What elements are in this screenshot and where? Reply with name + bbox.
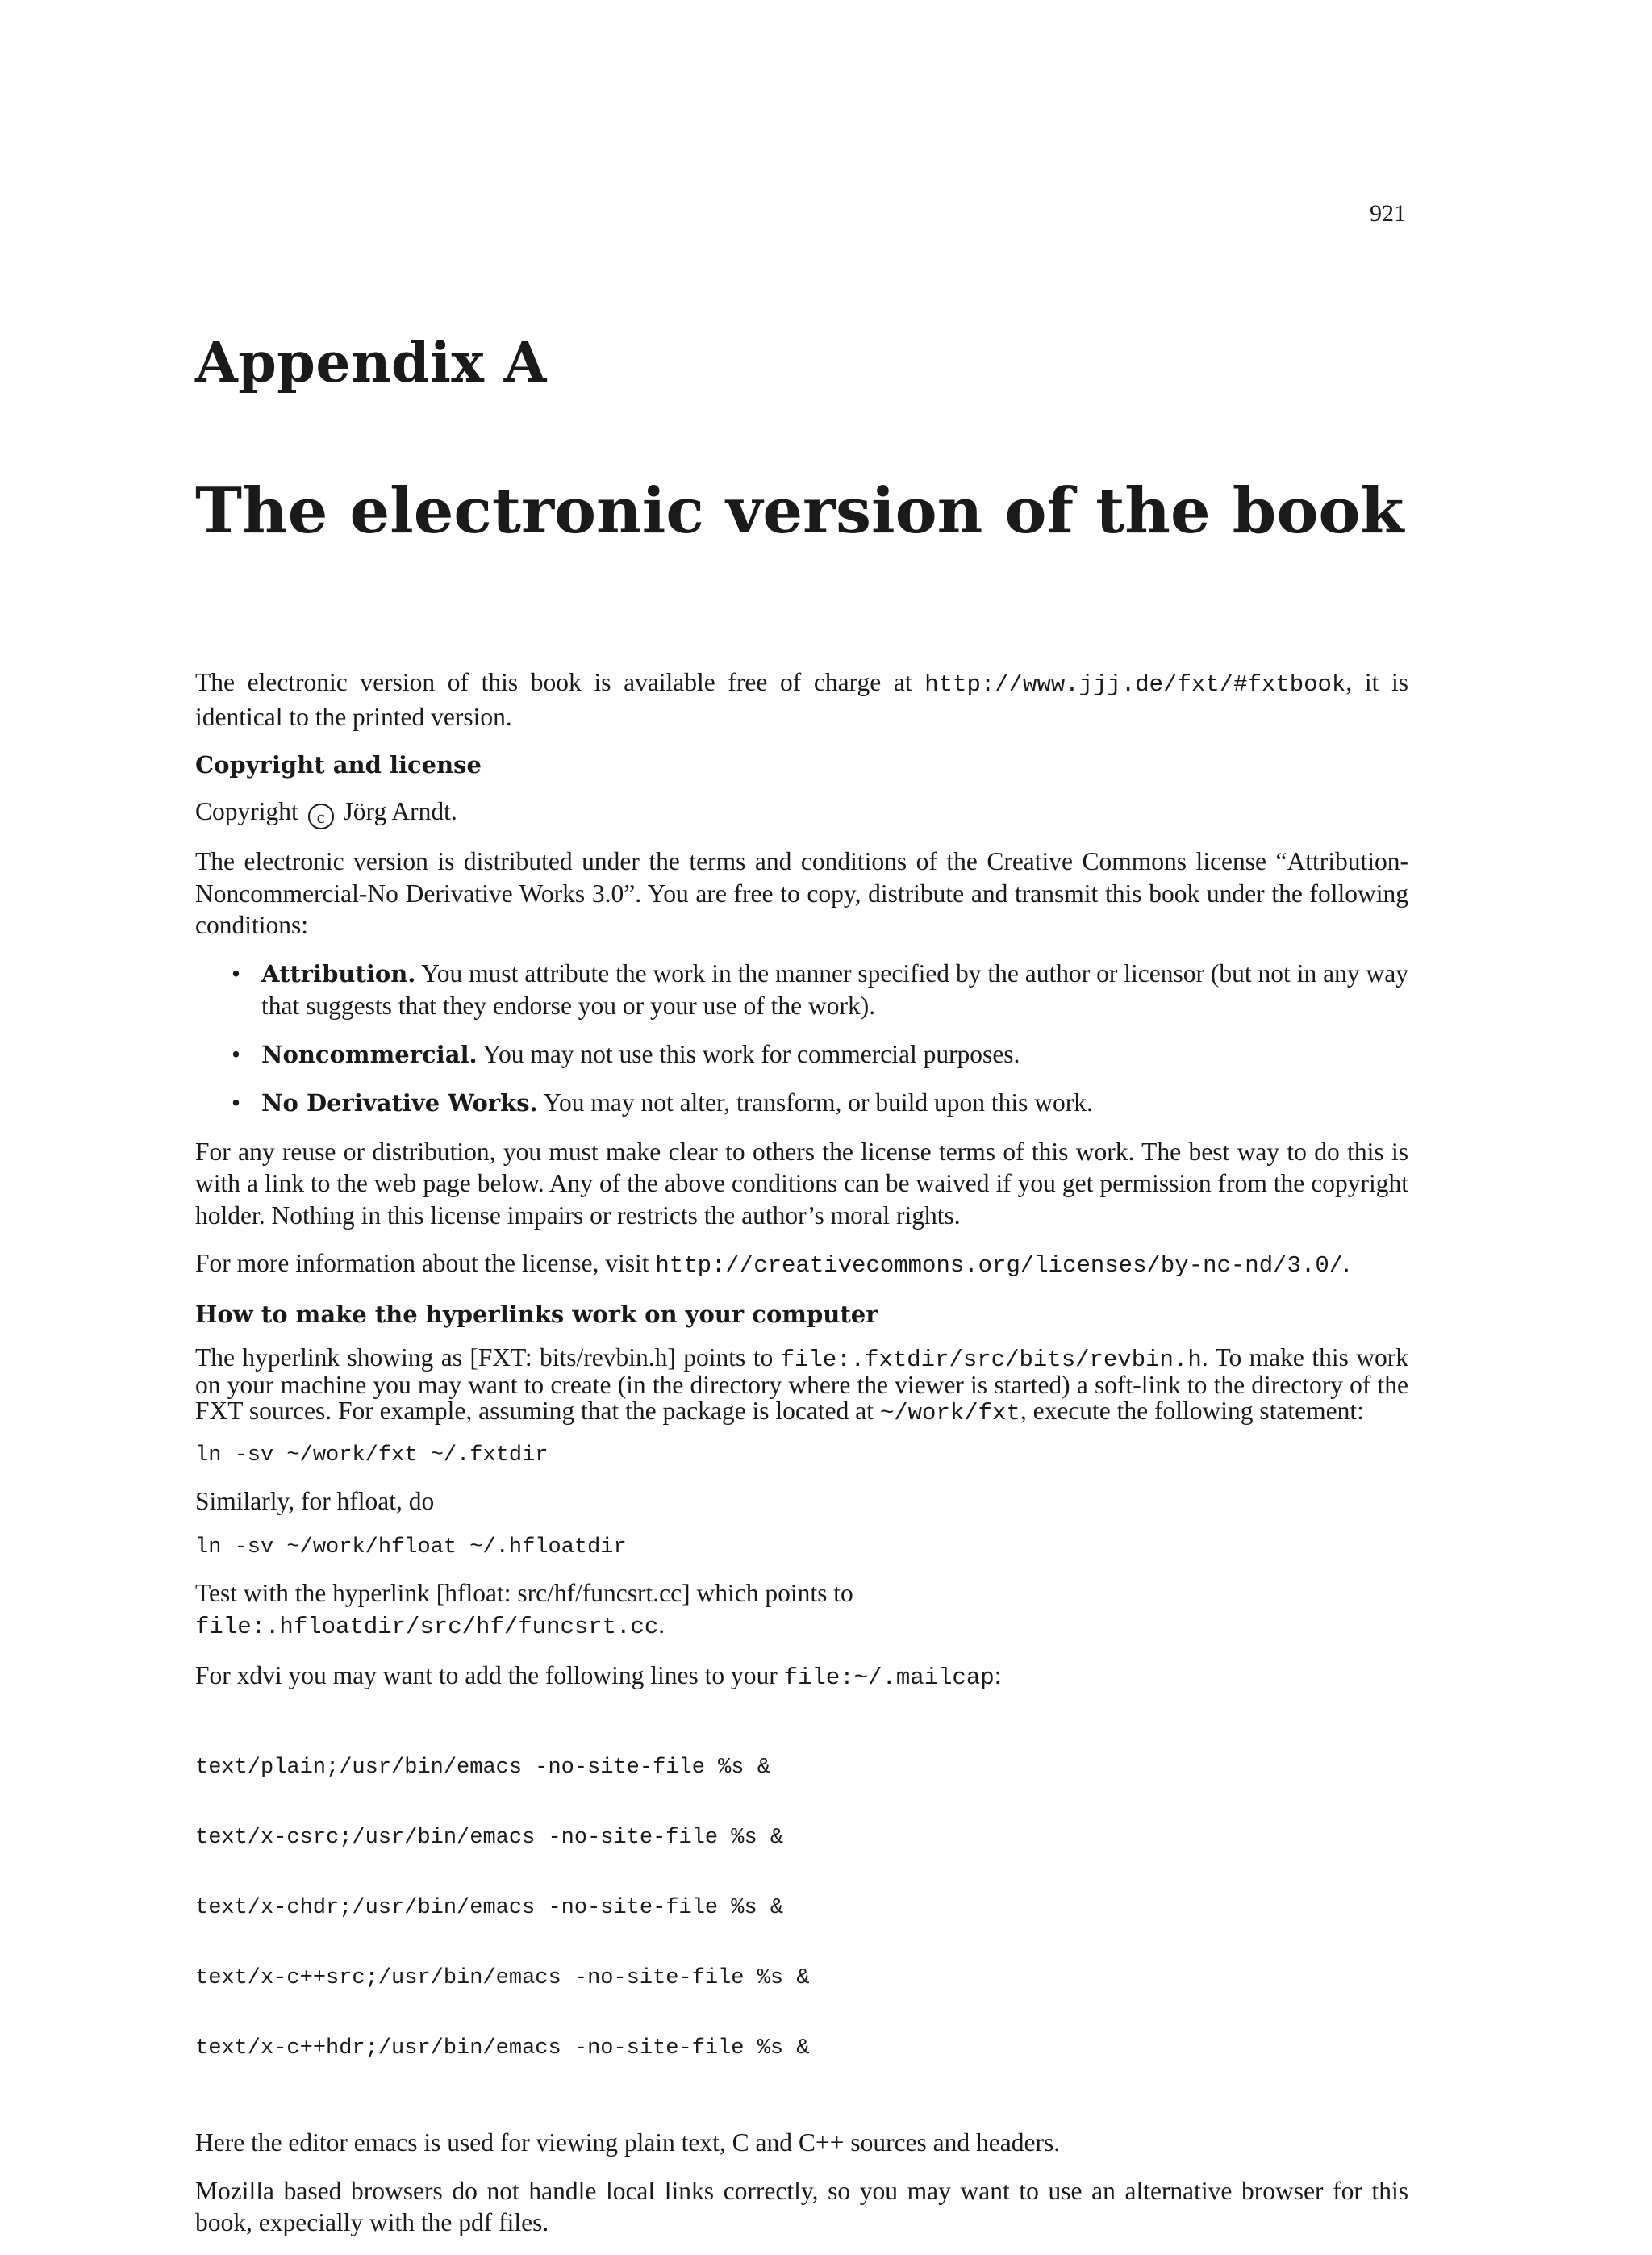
code-line: text/plain;/usr/bin/emacs -no-site-file %s &	[195, 1756, 770, 1780]
mozilla-paragraph: Mozilla based browsers do not handle local links correctly, so you may want to use an alternative browser for this book, expecially with the pdf files.	[195, 2176, 1408, 2236]
intro-text-before: The electronic version of this book is available free of charge at	[195, 668, 925, 696]
revbin-file-link[interactable]: file:.fxtdir/src/bits/revbin.h	[780, 1346, 1202, 1373]
hyperlink-text-1: The hyperlink showing as [FXT: bits/revbin.h] points to	[195, 1343, 781, 1372]
code-line: text/x-c++hdr;/usr/bin/emacs -no-site-file %s &	[195, 2036, 810, 2061]
test-suffix: .	[658, 1610, 665, 1639]
condition-term: Noncommercial.	[261, 1040, 478, 1068]
hyperlink-setup-paragraph	[195, 1345, 1408, 1426]
funcsrt-file-link[interactable]: file:.hfloatdir/src/hf/funcsrt.cc	[195, 1614, 659, 1640]
condition-text: You must attribute the work in the manner specified by the author or licensor (but not in any way that suggests that they endorse you or your use of the work).	[261, 958, 1408, 1020]
copyright-symbol-icon: c	[308, 804, 334, 829]
condition-attribution	[195, 958, 1408, 1022]
hyperlinks-heading: How to make the hyperlinks work on your computer	[195, 1300, 878, 1328]
license-url-link[interactable]: http://creativecommons.org/licenses/by-nc-nd/3.0/	[655, 1252, 1344, 1279]
fxt-path-code: ~/work/fxt	[879, 1399, 1020, 1426]
fxtbook-url-link[interactable]: http://www.jjj.de/fxt/#fxtbook	[924, 671, 1346, 698]
xdvi-suffix: :	[994, 1660, 1002, 1689]
copyright-heading: Copyright and license	[195, 751, 482, 779]
code-line: text/x-csrc;/usr/bin/emacs -no-site-file %s &	[195, 1826, 784, 1850]
hfloat-symlink-command: ln -sv ~/work/hfloat ~/.hfloatdir	[195, 1535, 627, 1560]
code-line: text/x-chdr;/usr/bin/emacs -no-site-file %s &	[195, 1896, 784, 1920]
editor-paragraph: Here the editor emacs is used for viewing plain text, C and C++ sources and headers.	[195, 2128, 1061, 2157]
condition-term: No Derivative Works.	[261, 1089, 538, 1117]
more-info-prefix: For more information about the license, visit	[195, 1249, 656, 1277]
condition-term: Attribution.	[261, 959, 416, 988]
copyright-prefix: Copyright	[195, 797, 298, 825]
mailcap-file-link[interactable]: file:~/.mailcap	[783, 1664, 995, 1691]
intro-paragraph	[195, 666, 1408, 733]
main-content	[195, 666, 1408, 2255]
appendix-label: Appendix A	[195, 331, 547, 395]
condition-no-derivative-works	[195, 1087, 1408, 1120]
condition-text: You may not alter, transform, or build upon this work.	[543, 1088, 1093, 1117]
page-number: 921	[1370, 200, 1406, 227]
test-text: Test with the hyperlink [hfloat: src/hf/funcsrt.cc] which points to	[195, 1578, 853, 1607]
condition-noncommercial	[195, 1038, 1408, 1071]
reuse-paragraph: For any reuse or distribution, you must make clear to others the license terms of this work. The best way to do this is with a link to the web page below. Any of the above conditions can be waived if you get permission from the copyright holder. Nothing in this license impairs or restricts the author’s moral rights.	[195, 1137, 1408, 1230]
license-conditions-list	[195, 958, 1408, 1120]
copyright-line	[195, 796, 1408, 829]
fxt-symlink-command: ln -sv ~/work/fxt ~/.fxtdir	[195, 1443, 549, 1468]
license-paragraph: The electronic version is distributed under the terms and conditions of the Creative Commons license “Attribution-Noncommercial-No Derivative Works 3.0”. You are free to copy, distribute and transmit this book under the following conditions:	[195, 847, 1408, 939]
bullet-icon: •	[232, 958, 241, 988]
copyright-holder: Jörg Arndt.	[343, 797, 457, 825]
test-paragraph	[195, 1577, 1408, 1643]
code-line: text/x-c++src;/usr/bin/emacs -no-site-file %s &	[195, 1966, 810, 1990]
intro-text-after: , it is identical to the printed version.	[195, 668, 1408, 731]
xdvi-prefix: For xdvi you may want to add the following lines to your	[195, 1660, 784, 1689]
condition-text: You may not use this work for commercial purposes.	[482, 1039, 1020, 1068]
bullet-icon: •	[232, 1039, 241, 1068]
similarly-paragraph: Similarly, for hfloat, do	[195, 1487, 435, 1515]
xdvi-paragraph	[195, 1660, 1408, 1694]
hyperlink-text-3: , execute the following statement:	[1020, 1396, 1364, 1425]
mailcap-code-block	[195, 1710, 1408, 2107]
hyperlink-text-2: . To make this work on your machine you may want to create (in the directory where the viewer is started) a soft-link to the directory of the FXT sources. For example, assuming that the package is located at	[195, 1343, 1408, 1425]
more-info-suffix: .	[1343, 1249, 1350, 1277]
bullet-icon: •	[232, 1088, 241, 1117]
more-info-paragraph	[195, 1247, 1408, 1282]
chapter-title: The electronic version of the book	[195, 474, 1404, 548]
